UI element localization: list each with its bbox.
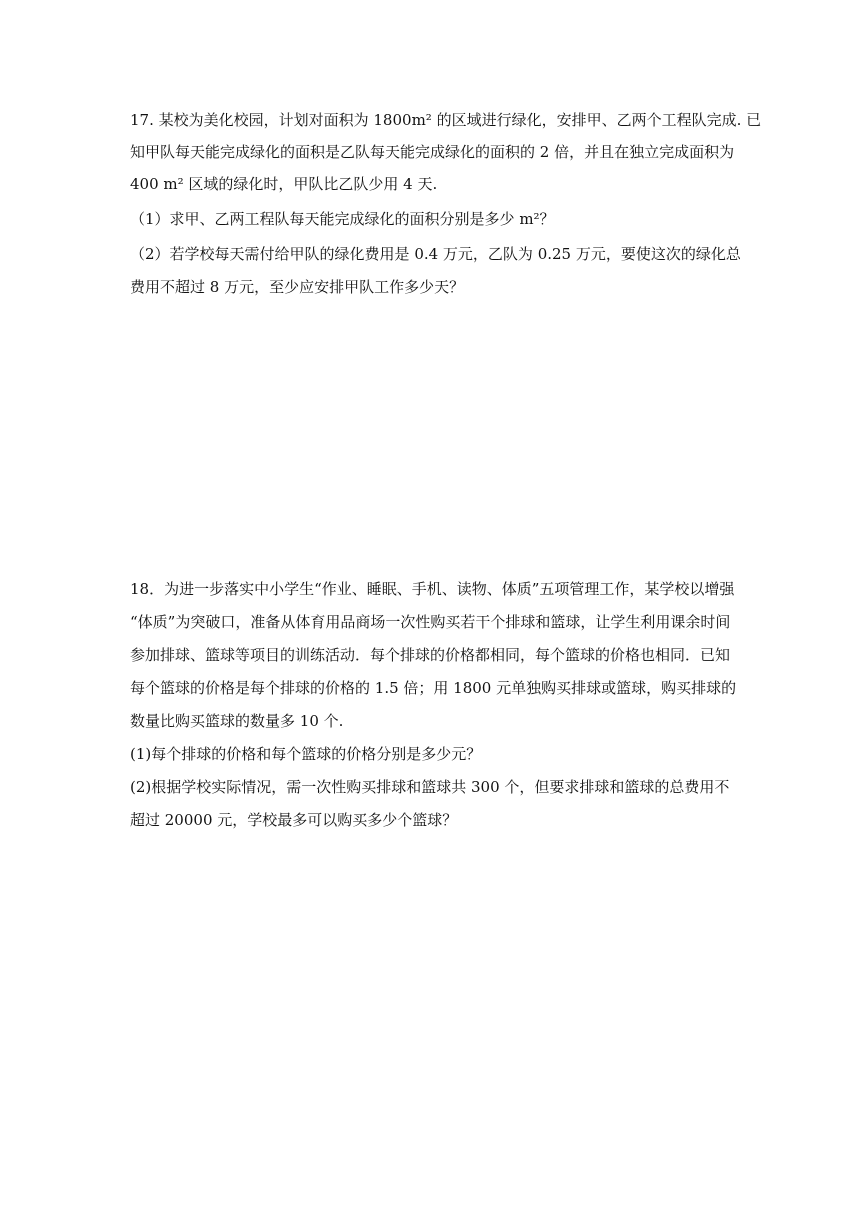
problem-18-question-2: (2)根据学校实际情况，需一次性购买排球和篮球共 300 个，但要求排球和篮球的总费用不	[130, 778, 730, 796]
problem-17-line-2: 知甲队每天能完成绿化的面积是乙队每天能完成绿化的面积的 2 倍，并且在独立完成面积为	[130, 143, 735, 161]
problem-18-line-2: “体质”为突破口，准备从体育用品商场一次性购买若干个排球和篮球，让学生利用课余时间	[130, 613, 731, 631]
problem-18-line-4: 每个篮球的价格是每个排球的价格的 1.5 倍；用 1800 元单独购买排球或篮球，购买排球的	[130, 679, 737, 697]
problem-18-line-8: 超过 20000 元，学校最多可以购买多少个篮球？	[130, 811, 458, 829]
problem-18-line-5: 数量比购买篮球的数量多 10 个.	[130, 712, 344, 730]
problem-18-line-3: 参加排球、篮球等项目的训练活动．每个排球的价格都相同，每个篮球的价格也相同．已知	[130, 646, 731, 664]
problem-18-question-1: (1)每个排球的价格和每个篮球的价格分别是多少元？	[130, 745, 482, 763]
problem-18-line-1: 18．为进一步落实中小学生“作业、睡眠、手机、读物、体质”五项管理工作，某学校以增强	[130, 580, 735, 598]
problem-17-line-6: 费用不超过 8 万元，至少应安排甲队工作多少天？	[130, 278, 465, 296]
problem-17-question-1: （1）求甲、乙两工程队每天能完成绿化的面积分别是多少 m²？	[130, 210, 555, 228]
problem-17-line-3: 400 m² 区域的绿化时，甲队比乙队少用 4 天.	[130, 175, 438, 193]
problem-17-line-1: 17. 某校为美化校园，计划对面积为 1800m² 的区域进行绿化，安排甲、乙两个工程队完成. 已	[130, 111, 762, 129]
problem-17-question-2: （2）若学校每天需付给甲队的绿化费用是 0.4 万元，乙队为 0.25 万元，要使这次的绿化总	[130, 245, 741, 263]
